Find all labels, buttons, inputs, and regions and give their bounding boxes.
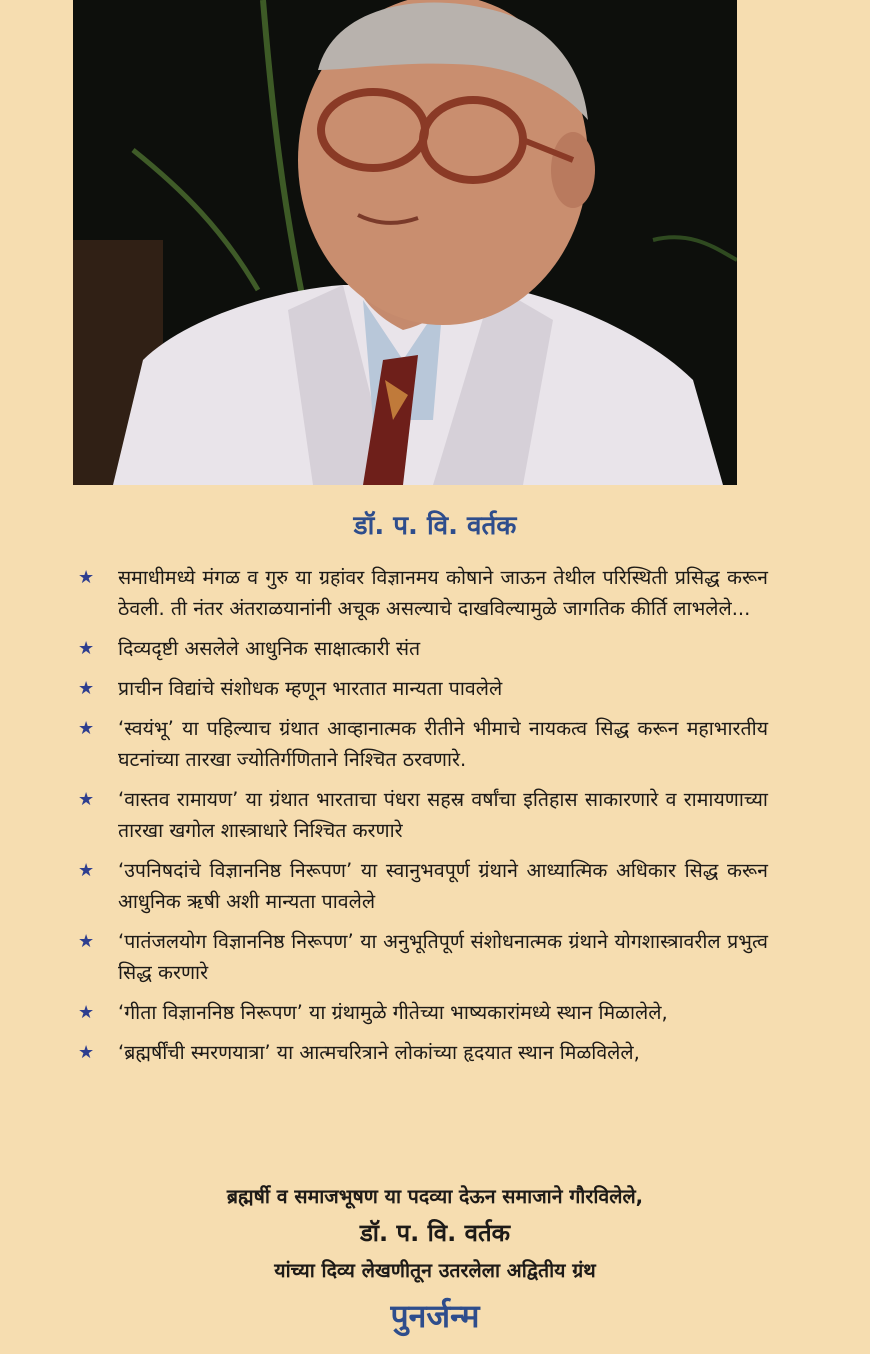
list-item: [78, 673, 768, 704]
honors-line: ब्रह्मर्षी व समाजभूषण या पदव्या देऊन समाजाने गौरविलेले,: [226, 1185, 644, 1208]
star-icon: ★: [78, 718, 95, 739]
list-item-text: ‘उपनिषदांचे विज्ञाननिष्ठ निरूपण’ या स्वानुभवपूर्ण ग्रंथाने आध्यात्मिक अधिकार सिद्ध करून आधुनिक ऋषी अशी मान्यता पावलेले: [118, 859, 768, 913]
star-icon: ★: [78, 567, 95, 588]
list-item: [78, 997, 768, 1028]
author-name-closing: डॉ. प. वि. वर्तक: [359, 1219, 511, 1247]
author-photo: [73, 0, 737, 485]
star-icon: ★: [78, 1002, 95, 1023]
star-icon: ★: [78, 860, 95, 881]
star-icon: ★: [78, 931, 95, 952]
list-item: [78, 855, 768, 917]
list-item: [78, 562, 768, 624]
star-icon: ★: [78, 678, 95, 699]
list-item-text: ‘वास्तव रामायण’ या ग्रंथात भारताचा पंधरा सहस्र वर्षांचा इतिहास साकारणारे व रामायणाच्या तारखा खगोल शास्त्राधारे निश्चित करणारे: [118, 788, 768, 842]
list-item: [78, 713, 768, 775]
list-item-text: दिव्यदृष्टी असलेले आधुनिक साक्षात्कारी संत: [118, 637, 421, 660]
book-title: पुनर्जन्म: [390, 1297, 480, 1335]
star-icon: ★: [78, 1042, 95, 1063]
list-item: [78, 926, 768, 988]
list-item-text: समाधीमध्ये मंगळ व गुरु या ग्रहांवर विज्ञानमय कोषाने जाऊन तेथील परिस्थिती प्रसिद्ध करून ठेवली. ती नंतर अंतराळयानांनी अचूक असल्याचे दाखविल्यामुळे जागतिक कीर्ति लाभलेले...: [118, 566, 768, 620]
list-item: [78, 633, 768, 664]
list-item-text: ‘पातंजलयोग विज्ञाननिष्ठ निरूपण’ या अनुभूतिपूर्ण संशोधनात्मक ग्रंथाने योगशास्त्रावरील प्रभुत्व सिद्ध करणारे: [118, 930, 768, 984]
list-item: [78, 1037, 768, 1068]
list-item-text: ‘स्वयंभू’ या पहिल्याच ग्रंथात आव्हानात्मक रीतीने भीमाचे नायकत्व सिद्ध करून महाभारतीय घटनांच्या तारखा ज्योतिर्गणिताने निश्चित ठरवणारे.: [118, 717, 768, 771]
book-tagline: यांच्या दिव्य लेखणीतून उतरलेला अद्वितीय ग्रंथ: [274, 1259, 596, 1282]
author-name: डॉ. प. वि. वर्तक: [353, 511, 517, 541]
list-item-text: प्राचीन विद्यांचे संशोधक म्हणून भारतात मान्यता पावलेले: [118, 677, 503, 700]
list-item: [78, 784, 768, 846]
list-item-text: ‘गीता विज्ञाननिष्ठ निरूपण’ या ग्रंथामुळे गीतेच्या भाष्यकारांमध्ये स्थान मिळालेले,: [118, 1001, 668, 1024]
achievements-list: [78, 562, 768, 1077]
star-icon: ★: [78, 638, 95, 659]
list-item-text: ‘ब्रह्मर्षींची स्मरणयात्रा’ या आत्मचरित्राने लोकांच्या हृदयात स्थान मिळविलेले,: [118, 1041, 640, 1064]
star-icon: ★: [78, 789, 95, 810]
